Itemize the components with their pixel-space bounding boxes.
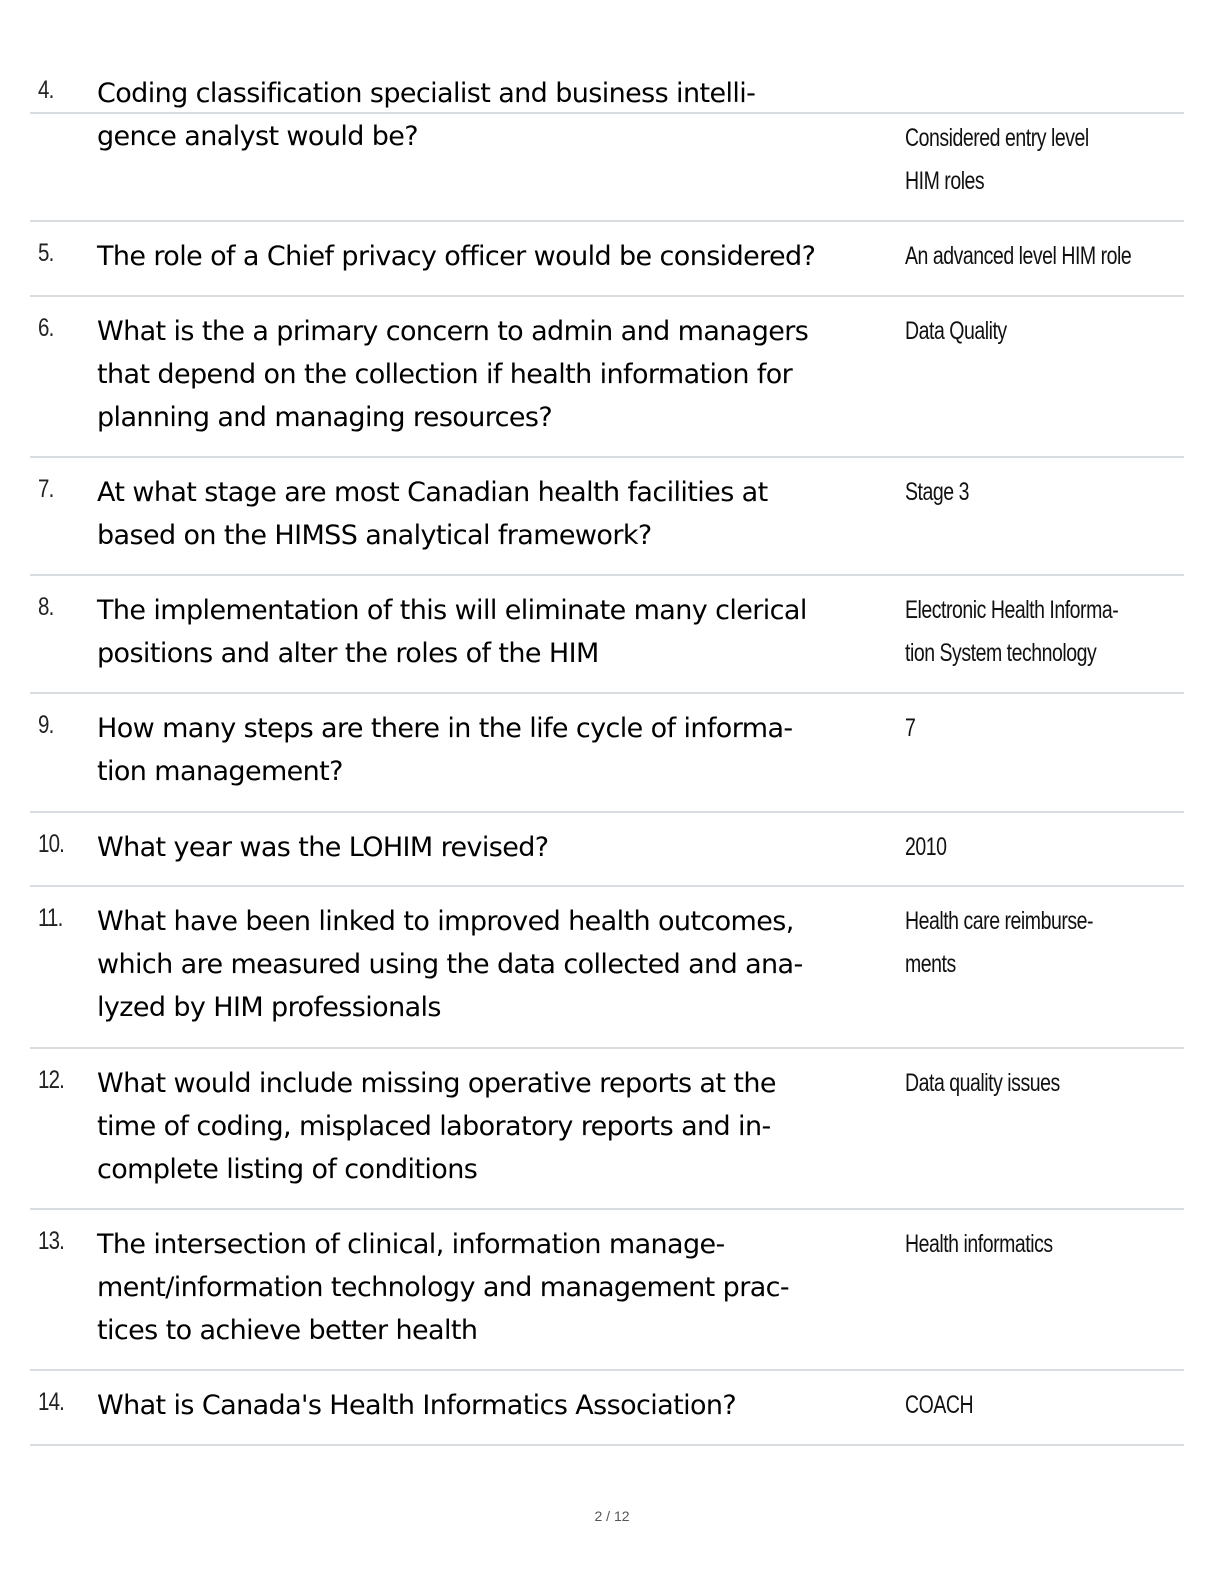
question-line: At what stage are most Canadian health facilities at [97, 477, 768, 508]
list-item [30, 222, 1184, 297]
question-line: that depend on the collection if health information for [97, 359, 793, 390]
question-line: complete listing of conditions [97, 1154, 478, 1185]
answer-text [905, 1223, 1186, 1266]
flashcard-list [30, 70, 1184, 1446]
item-number: 6. [38, 314, 54, 342]
list-item [30, 887, 1184, 1049]
answer-line: Electronic Health Informa- [905, 596, 1119, 624]
item-number: 12. [38, 1066, 65, 1094]
list-item [30, 694, 1184, 813]
list-item [30, 813, 1184, 887]
answer-text [905, 1062, 1186, 1105]
question-text [97, 900, 905, 1029]
answer-line: 7 [905, 714, 916, 742]
question-line: The role of a Chief privacy officer would be considered? [97, 241, 816, 272]
item-number: 11. [38, 904, 63, 932]
item-number: 9. [38, 711, 54, 739]
question-line: tion management? [97, 756, 343, 787]
answer-line: An advanced level HIM role [905, 242, 1132, 270]
question-line: The implementation of this will eliminate many clerical [97, 595, 807, 626]
question-text [97, 310, 905, 439]
list-item [30, 1210, 1184, 1371]
question-text [97, 1062, 905, 1191]
question-text [97, 1384, 905, 1427]
question-text [97, 589, 905, 675]
answer-line: Stage 3 [905, 478, 969, 506]
question-line: The intersection of clinical, information manage- [97, 1229, 725, 1260]
item-number: 10. [38, 830, 65, 858]
list-item [30, 576, 1184, 694]
question-text [97, 235, 905, 278]
question-text [97, 72, 905, 158]
item-number: 4. [38, 76, 54, 104]
item-number: 13. [38, 1227, 65, 1255]
question-line: What is the a primary concern to admin and managers [97, 316, 809, 347]
answer-line: Health informatics [905, 1230, 1053, 1258]
answer-text [905, 589, 1186, 675]
list-item [30, 1371, 1184, 1446]
list-item [30, 70, 1184, 222]
question-text [97, 1223, 905, 1352]
question-line: ment/information technology and management prac- [97, 1272, 790, 1303]
question-line: lyzed by HIM professionals [97, 992, 441, 1023]
item-number: 5. [38, 239, 54, 267]
answer-line: 2010 [905, 833, 947, 861]
question-line: which are measured using the data collected and ana- [97, 949, 803, 980]
page-number: 2 / 12 [594, 1508, 630, 1524]
answer-line: Considered entry level [905, 124, 1089, 152]
question-line: tices to achieve better health [97, 1315, 478, 1346]
question-line: based on the HIMSS analytical framework? [97, 520, 652, 551]
list-item [30, 297, 1184, 458]
question-line: What is Canada's Health Informatics Association? [97, 1390, 737, 1421]
item-number: 7. [38, 475, 54, 503]
answer-line: tion System technology [905, 639, 1097, 667]
question-text [97, 826, 905, 869]
answer-line: Health care reimburse- [905, 907, 1094, 935]
answer-text [905, 900, 1186, 986]
question-line: planning and managing resources? [97, 402, 553, 433]
item-number: 14. [38, 1388, 65, 1416]
answer-text [905, 310, 1186, 353]
answer-text [905, 471, 1186, 514]
question-line: positions and alter the roles of the HIM [97, 638, 599, 669]
answer-text [905, 117, 1186, 203]
question-line: gence analyst would be? [97, 121, 419, 152]
item-number: 8. [38, 593, 54, 621]
list-item [30, 1049, 1184, 1210]
answer-text [905, 235, 1186, 278]
question-line: time of coding, misplaced laboratory reports and in- [97, 1111, 771, 1142]
answer-line: Data quality issues [905, 1069, 1060, 1097]
answer-line: Data Quality [905, 317, 1007, 345]
answer-line: HIM roles [905, 167, 985, 195]
list-item [30, 458, 1184, 576]
answer-line: ments [905, 950, 956, 978]
question-line: What have been linked to improved health outcomes, [97, 906, 794, 937]
question-line: How many steps are there in the life cycle of informa- [97, 713, 793, 744]
question-line: Coding classification specialist and business intelli- [97, 78, 756, 109]
answer-text [905, 707, 1186, 750]
answer-text [905, 826, 1186, 869]
question-text [97, 707, 905, 793]
question-line: What year was the LOHIM revised? [97, 832, 549, 863]
answer-text [905, 1384, 1186, 1427]
question-line: What would include missing operative reports at the [97, 1068, 776, 1099]
question-text [97, 471, 905, 557]
answer-line: COACH [905, 1391, 974, 1419]
